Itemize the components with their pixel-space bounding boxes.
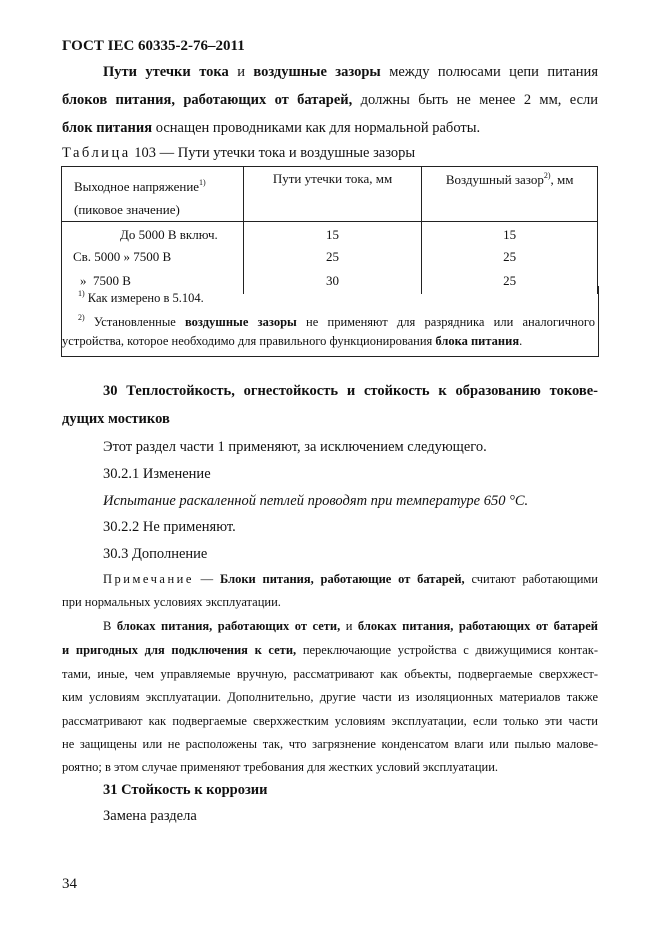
section-31-text: Замена раздела [103, 808, 197, 824]
section-30-intro: Этот раздел части 1 применяют, за исключением следующего. [103, 439, 487, 455]
cell-clearance: 25 [422, 245, 598, 269]
para-line-5: рассматривают как подвергаемые сверхжестким условиям эксплуатации, если только эти части [62, 714, 598, 728]
cell-creepage: 25 [243, 245, 422, 269]
document-header: ГОСТ IEC 60335-2-76–2011 [62, 38, 245, 54]
col-header-clearance: Воздушный зазор$^{2)}$, мм [422, 167, 598, 222]
footnote-2-line-1: $^{2)}$ Установленные воздушные зазоры не применяют для разрядника или аналогичного [78, 313, 595, 329]
section-30-title-cont: дущих мостиков [62, 411, 170, 427]
table-row [62, 222, 598, 245]
subsection-30-3: 30.3 Дополнение [103, 546, 208, 562]
cell-clearance: 25 [422, 269, 598, 294]
cell-voltage: » 7500 В [62, 269, 244, 294]
subsection-30-2-2: 30.2.2 Не применяют. [103, 519, 236, 535]
section-30-title: 30 Теплостойкость, огнестойкость и стойкость к образованию токове- [103, 383, 598, 399]
cell-creepage: 30 [243, 269, 422, 294]
section-31-title: 31 Стойкость к коррозии [103, 782, 268, 798]
para-line-1: В блоках питания, работающих от сети, и блоках питания, работающих от батарей [103, 619, 598, 633]
note-line-2: при нормальных условиях эксплуатации. [62, 595, 281, 609]
table-caption: Таблица 103 — Пути утечки тока и воздушные зазоры [62, 145, 416, 161]
footnote-1: $^{1)}$ Как измерено в 5.104. [78, 289, 204, 305]
subsection-30-2-1: 30.2.1 Изменение [103, 466, 211, 482]
col-header-creepage: Пути утечки тока, мм [243, 167, 422, 222]
cell-clearance: 15 [422, 222, 598, 245]
clearance-table [61, 166, 598, 294]
page-number: 34 [62, 876, 77, 892]
para-line-4: ким условиям эксплуатации. Дополнительно, другие части из изоляционных материалов также [62, 690, 598, 704]
col-header-voltage: Выходное напряжение$^{1)}$ (пиковое значение) [62, 167, 244, 222]
intro-line-2: блоков питания, работающих от батарей, должны быть не менее 2 мм, если [62, 92, 598, 108]
para-line-2: и пригодных для подключения к сети, переключающие устройства с движущимися контак- [62, 643, 598, 657]
para-line-6: не защищены или не расположены так, что загрязнение конденсатом влаги или пылью малове- [62, 737, 598, 751]
intro-line-3: блок питания оснащен проводниками как для нормальной работы. [62, 120, 481, 136]
para-line-7: роятно; в этом случае применяют требования для жестких условий эксплуатации. [62, 760, 499, 774]
footnote-2-line-2: устройства, которое необходимо для правильного функционирования блока питания. [62, 334, 523, 348]
para-line-3: тами, иные, чем управляемые вручную, рассматривают как объекты, подвергаемые сверхжест- [62, 667, 598, 681]
note-line-1: Примечание — Блоки питания, работающие от батарей, считают работающими [103, 572, 598, 586]
intro-line-1: Пути утечки тока и воздушные зазоры между полюсами цепи питания [103, 64, 598, 80]
cell-voltage: До 5000 В включ. [62, 222, 244, 245]
cell-creepage: 15 [243, 222, 422, 245]
cell-voltage: Св. 5000 » 7500 В [62, 245, 244, 269]
subsection-30-2-1-text: Испытание раскаленной петлей проводят при температуре 650 °С. [103, 493, 529, 509]
table-row [62, 245, 598, 269]
